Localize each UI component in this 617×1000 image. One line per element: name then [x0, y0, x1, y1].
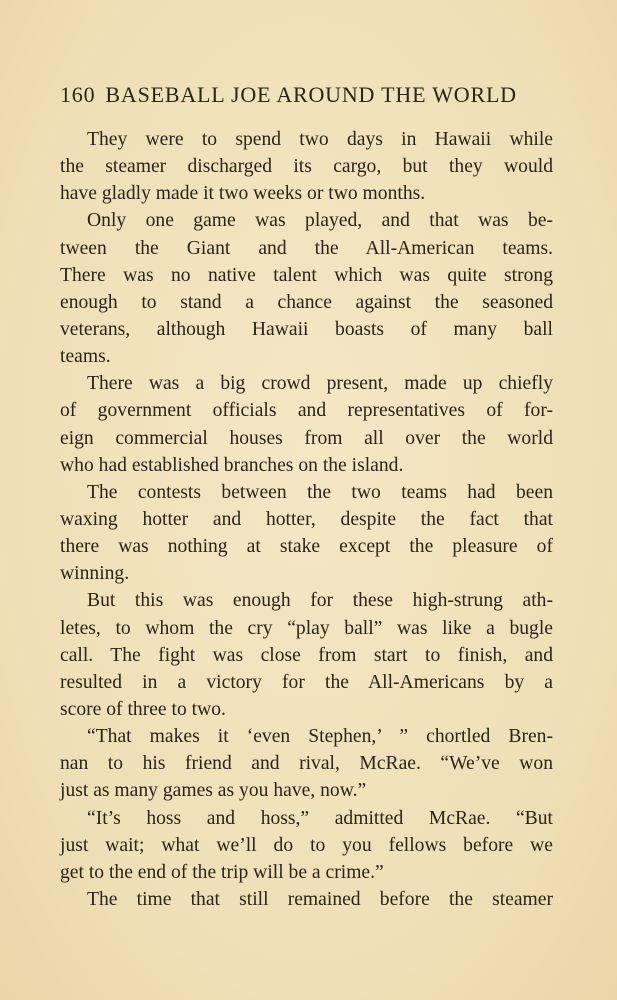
text-line: winning. — [60, 563, 130, 585]
running-title: BASEBALL JOE AROUND THE WORLD — [105, 82, 517, 107]
text-line: just as many games as you have, now.” — [60, 780, 367, 802]
text-line: score of three to two. — [60, 698, 226, 720]
text-line: there was nothing at stake except the pleasure of — [60, 536, 553, 558]
text-line: waxing hotter and hotter, despite the fact that — [60, 508, 553, 530]
text-line: just wait; what we’ll do to you fellows before we — [60, 834, 553, 856]
text-line: There was a big crowd present, made up chiefly — [87, 373, 553, 395]
page-number: 160 — [60, 82, 96, 107]
text-line: They were to spend two days in Hawaii while — [87, 129, 553, 150]
text-line: resulted in a victory for the All-Americans by a — [60, 671, 553, 693]
text-line: The time that still remained before the steamer — [87, 888, 553, 910]
text-line: But this was enough for these high-strung ath- — [87, 590, 553, 612]
text-line: letes, to whom the cry “play ball” was like a bugle — [60, 617, 553, 639]
text-line: “That makes it ‘even Stephen,’ ” chortled Bren- — [87, 726, 553, 748]
text-line: teams. — [60, 346, 111, 368]
text-line: enough to stand a chance against the seasoned — [60, 291, 553, 313]
text-line: call. The fight was close from start to finish, and — [60, 644, 553, 666]
body-text — [60, 126, 553, 913]
running-head — [60, 82, 560, 108]
text-line: The contests between the two teams had been — [87, 481, 553, 503]
text-line: eign commercial houses from all over the world — [60, 427, 553, 449]
text-line: There was no native talent which was quite strong — [60, 264, 553, 286]
text-line: veterans, although Hawaii boasts of many ball — [60, 318, 553, 340]
text-line: who had established branches on the island. — [60, 454, 404, 476]
text-line: have gladly made it two weeks or two months. — [60, 183, 426, 205]
text-line: Only one game was played, and that was be- — [87, 210, 553, 232]
text-line: the steamer discharged its cargo, but they would — [60, 156, 553, 178]
text-line: of government officials and representatives of for- — [60, 400, 553, 422]
text-line: tween the Giant and the All-American teams. — [60, 237, 553, 259]
text-line: get to the end of the trip will be a crime.” — [60, 861, 384, 883]
text-line: “It’s hoss and hoss,” admitted McRae. “But — [87, 807, 553, 829]
text-line: nan to his friend and rival, McRae. “We’ve won — [60, 753, 553, 775]
